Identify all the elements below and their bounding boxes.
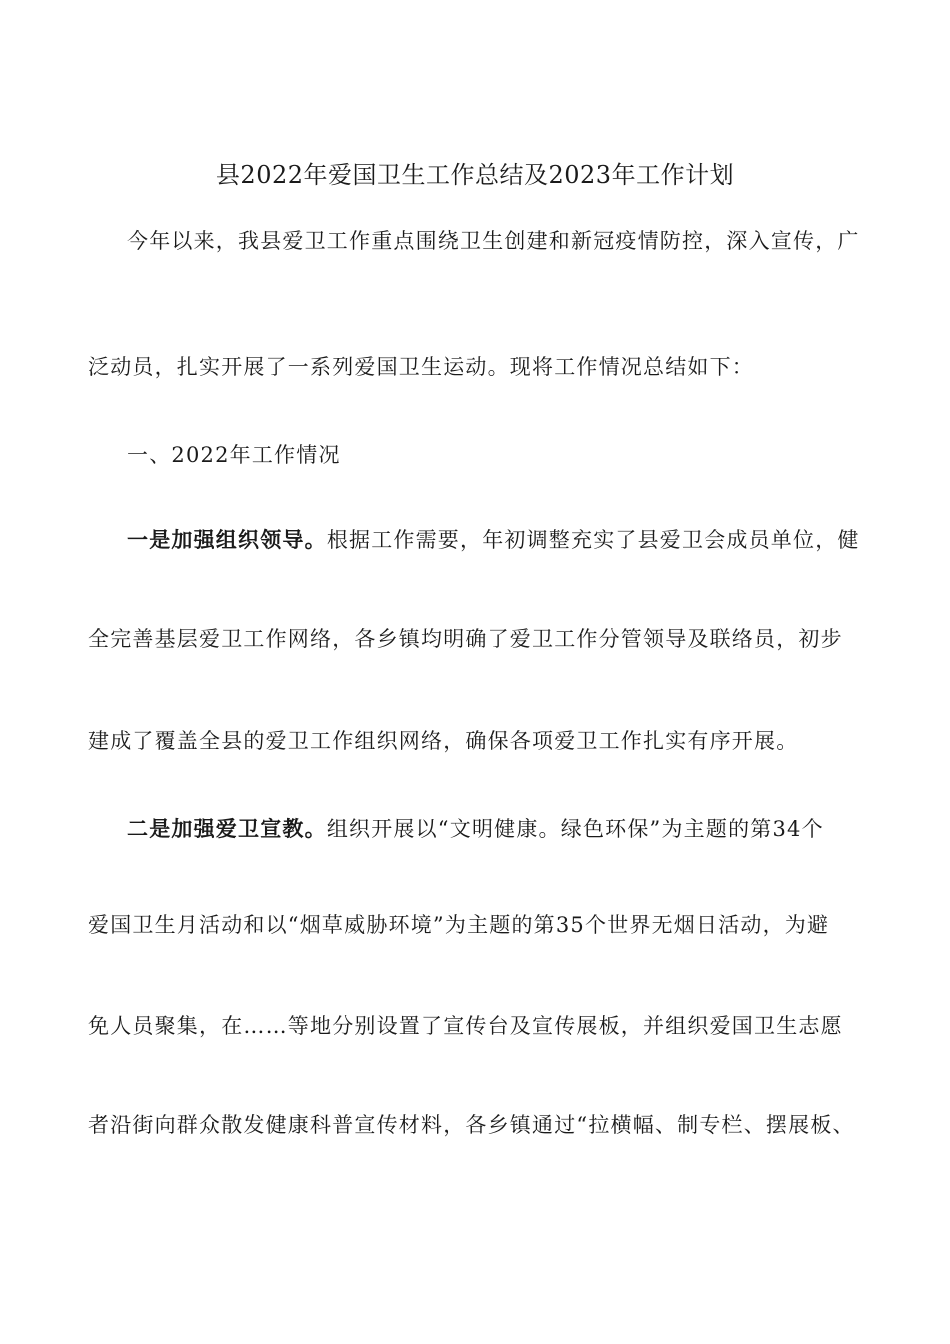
paragraph-publicity-lead: 二是加强爱卫宣教。 xyxy=(127,816,327,841)
paragraph-organization-line-2: 全完善基层爱卫工作网络，各乡镇均明确了爱卫工作分管领导及联络员，初步 xyxy=(88,627,843,651)
section-heading: 一、2022年工作情况 xyxy=(127,443,341,467)
intro-line-1: 今年以来，我县爱卫工作重点围绕卫生创建和新冠疫情防控，深入宣传，广 xyxy=(127,229,860,253)
paragraph-publicity-line-2: 爱国卫生月活动和以“烟草威胁环境”为主题的第35个世界无烟日活动，为避 xyxy=(88,913,830,937)
paragraph-organization-text: 根据工作需要，年初调整充实了县爱卫会成员单位，健 xyxy=(326,528,860,552)
paragraph-organization-lead: 一是加强组织领导。 xyxy=(127,527,327,552)
paragraph-publicity-line-4: 者沿街向群众散发健康科普宣传材料，各乡镇通过“拉横幅、制专栏、摆展板、 xyxy=(88,1113,855,1137)
intro-line-2: 泛动员，扎实开展了一系列爱国卫生运动。现将工作情况总结如下： xyxy=(88,355,754,379)
document-title: 县2022年爱国卫生工作总结及2023年工作计划 xyxy=(215,161,735,189)
paragraph-publicity-text: 组织开展以“文明健康。绿色环保”为主题的第34个 xyxy=(326,817,824,841)
paragraph-publicity-line-1 xyxy=(127,814,824,844)
paragraph-publicity-line-3: 免人员聚集，在……等地分别设置了宣传台及宣传展板，并组织爱国卫生志愿 xyxy=(88,1014,843,1038)
paragraph-organization-line-1 xyxy=(127,525,860,555)
paragraph-organization-line-3: 建成了覆盖全县的爱卫工作组织网络，确保各项爱卫工作扎实有序开展。 xyxy=(88,729,799,753)
